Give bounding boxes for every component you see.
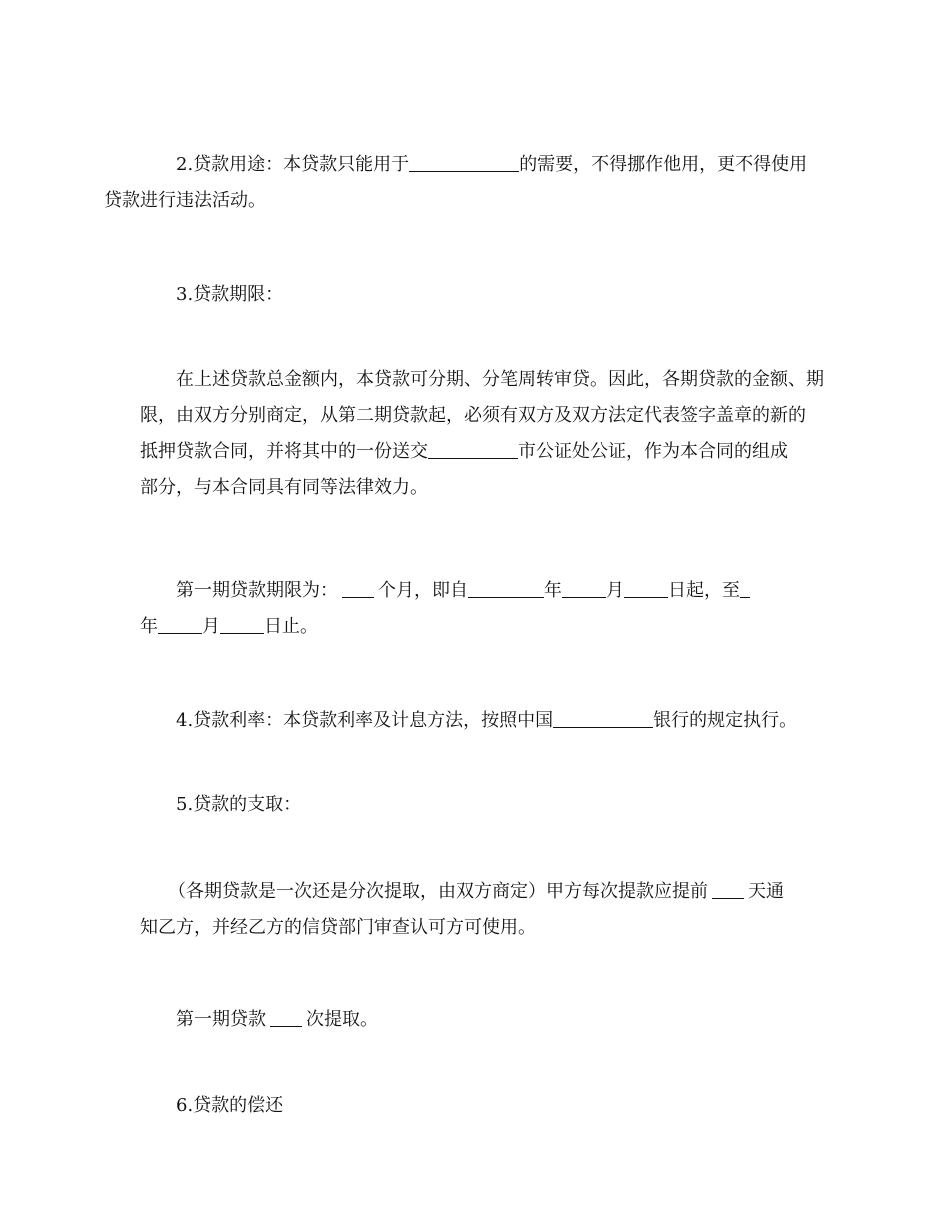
notice-days-blank[interactable] [712, 878, 744, 899]
loan-rate-text-cont: 银行的规定执行。 [653, 710, 798, 731]
term-body-line3-b: 市公证处公证，作为本合同的组成 [518, 441, 788, 462]
withdraw-text-cont: 天通 [748, 881, 784, 902]
first-withdraw-text: 第一期贷款 [176, 1009, 266, 1030]
first-term-label: 第一期贷款期限为： [176, 580, 338, 601]
loan-purpose-paragraph [104, 147, 812, 219]
loan-purpose-line2: 贷款进行违法活动。 [104, 190, 266, 211]
loan-purpose-blank[interactable] [409, 151, 519, 172]
repay-heading: 6.贷款的偿还 [176, 1095, 284, 1116]
withdraw-text: （各期贷款是一次还是分次提取，由双方商定）甲方每次提款应提前 [168, 881, 708, 902]
first-term-end-month: 月 [202, 616, 220, 637]
end-day-blank[interactable] [220, 613, 264, 634]
first-term-end-year: 年 [140, 616, 158, 637]
first-term-paragraph [140, 573, 812, 645]
first-withdraw-text-cont: 次提取。 [306, 1009, 378, 1030]
notary-city-blank[interactable] [428, 438, 518, 459]
loan-rate-text: 4.贷款利率：本贷款利率及计息方法，按照中国 [176, 710, 554, 731]
first-term-from: 日起，至 [668, 580, 740, 601]
first-withdraw-paragraph [140, 1002, 812, 1038]
loan-rate-paragraph [140, 703, 812, 739]
loan-purpose-text: 2.贷款用途：本贷款只能用于 [176, 154, 410, 175]
term-body-line4: 部分，与本合同具有同等法律效力。 [140, 477, 428, 498]
start-day-blank[interactable] [624, 577, 668, 598]
end-year-blank[interactable] [740, 577, 750, 598]
start-year-blank[interactable] [468, 577, 544, 598]
withdraw-body [140, 874, 812, 946]
term-body-line3-a: 抵押贷款合同，并将其中的一份送交 [140, 441, 428, 462]
start-month-blank[interactable] [562, 577, 606, 598]
loan-term-heading: 3.贷款期限： [176, 284, 284, 305]
first-term-month: 月 [606, 580, 624, 601]
first-term-end: 日止。 [264, 616, 318, 637]
withdraw-line2: 知乙方，并经乙方的信贷部门审查认可方可使用。 [140, 917, 536, 938]
end-month-blank[interactable] [158, 613, 202, 634]
term-body-line1: 在上述贷款总金额内，本贷款可分期、分笔周转审贷。因此，各期贷款的金额、期 [176, 369, 824, 390]
bank-name-blank[interactable] [553, 707, 653, 728]
loan-purpose-text-cont: 的需要，不得挪作他用，更不得使用 [519, 154, 808, 175]
withdraw-heading: 5.贷款的支取： [176, 794, 302, 815]
term-body-line2: 限，由双方分别商定，从第二期贷款起，必须有双方及双方法定代表签字盖章的新的 [140, 405, 806, 426]
withdraw-times-blank[interactable] [270, 1006, 302, 1027]
first-term-months: 个月，即自 [378, 580, 468, 601]
loan-term-body [140, 362, 824, 506]
months-blank[interactable] [342, 577, 374, 598]
first-term-year: 年 [544, 580, 562, 601]
